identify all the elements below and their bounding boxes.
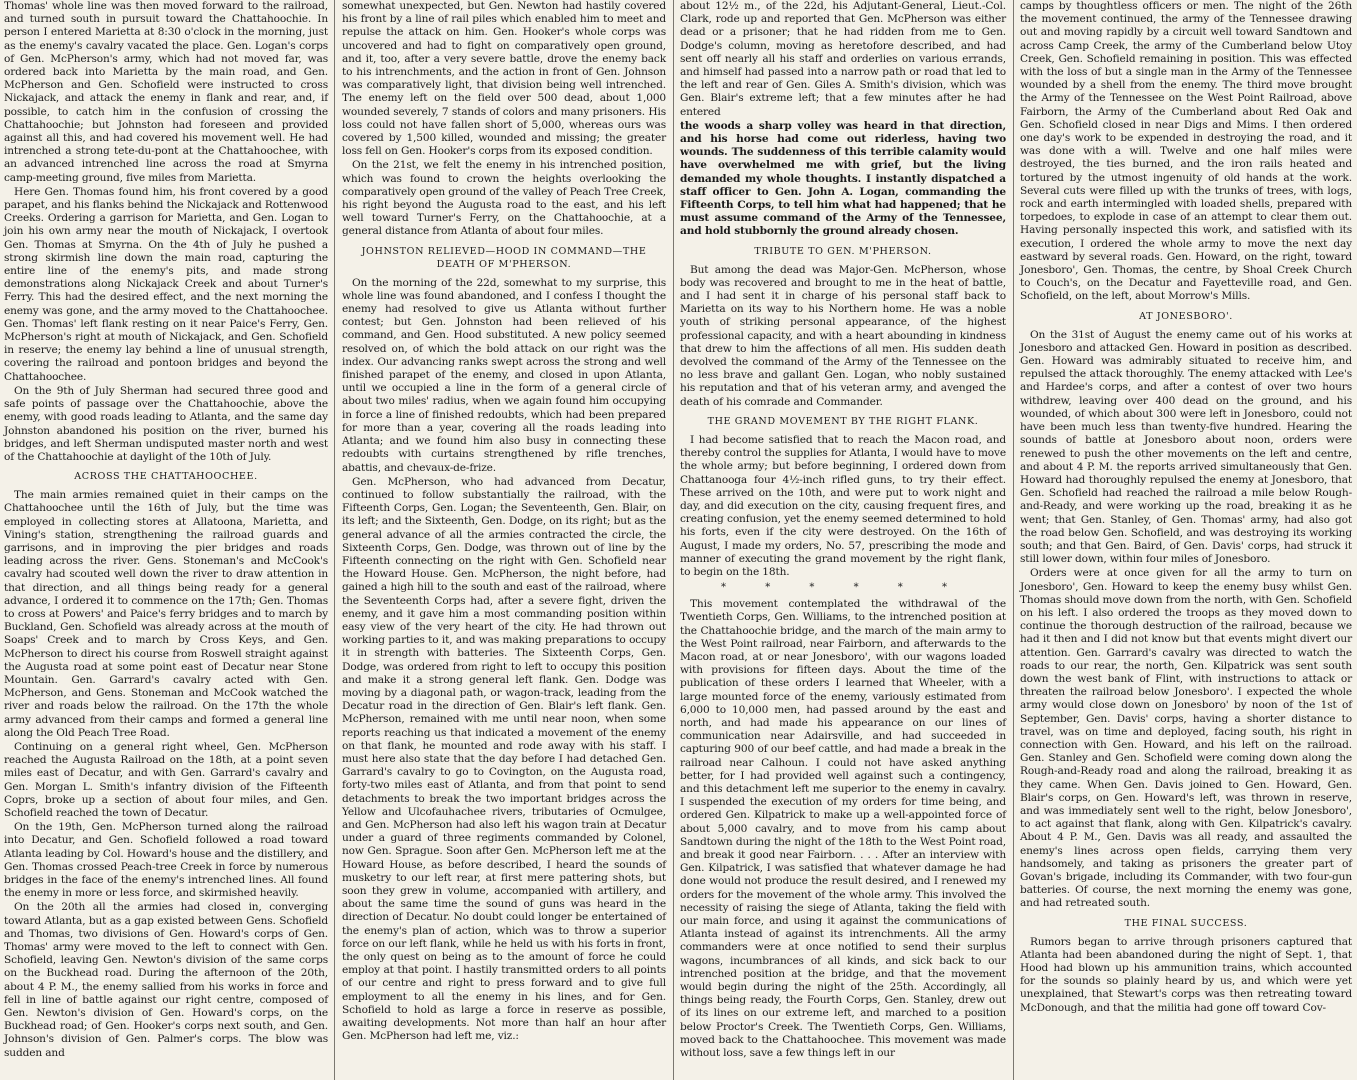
article-paragraph: But among the dead was Major-Gen. McPherson, whose body was recovered and brought to me in the heat of battle, and I had sent it in charge of his personal staff back to Marietta on its way to his Northern home. He was a noble youth of striking personal appearance, of the highest professional capacity, and with a heart abounding in kindness that drew to him the affections of all men. His sudden death devolved the command of the Army of the Tennessee on the no less brave and gallant Gen. Logan, who nobly sustained his reputation and that of his veteran army, and avenged the death of his comrade and Commander. <box>680 263 1006 408</box>
article-paragraph: about 12½ m., of the 22d, his Adjutant-General, Lieut.-Col. Clark, rode up and reported that Gen. McPherson was either dead or a prisoner; that he had ridden from me to Gen. Dodge's column, moving as heretofore described, and had sent off nearly all his staff and orderlies on various errands, and himself had passed into a narrow path or road that led to the left and rear of Gen. Giles A. Smith's division, which was Gen. Blair's extreme left; that a few minutes after he had entered <box>680 0 1006 118</box>
article-paragraph: On the 19th, Gen. McPherson turned along the railroad into Decatur, and Gen. Schofield followed a road toward Atlanta leading by Col. Howard's house and the distillery, and Gen. Thomas crossed Peach-tree Creek in force by numerous bridges in the face of the enemy's intrenched lines. All found the enemy in more or less force, and skirmished heavily. <box>4 821 328 900</box>
column-rule <box>334 0 335 1080</box>
article-paragraph: Orders were at once given for all the army to turn on Jonesboro', Gen. Howard to keep the enemy busy whilst Gen. Thomas should move down from the north, with Gen. Schofield on his left. I also ordered the troops as they moved down to continue the thorough destruction of the railroad, because we had it then and I did not know but that events might divert our attention. Gen. Garrard's cavalry was directed to watch the roads to our rear, the north, Gen. Kilpatrick was sent south down the west bank of Flint, with instructions to attack or threaten the railroad below Jonesboro'. I expected the whole army would close down on Jonesboro' by noon of the 1st of September, Gen. Davis' corps, having a shorter distance to travel, was on time and deployed, facing south, his right in connection with Gen. Howard, and his left on the railroad. Gen. Stanley and Gen. Schofield were coming down along the Rough-and-Ready road and along the railroad, breaking it as they came. When Gen. Davis joined to Gen. Howard, Gen. Blair's corps, on Gen. Howard's left, was thrown in reserve, and was immediately sent well to the right, below Jonesboro', to act against that flank, along with Gen. Kilpatrick's cavalry. About 4 P. M., Gen. Davis was all ready, and assaulted the enemy's lines across open fields, carrying them very handsomely, and taking as prisoners the greater part of Govan's brigade, including its Commander, with two four-gun batteries. Of course, the next morning the enemy was gone, and had retreated south. <box>1020 567 1352 910</box>
article-paragraph: Continuing on a general right wheel, Gen. McPherson reached the Augusta Railroad on the 18th, at a point seven miles east of Decatur, and with Gen. Garrard's cavalry and Gen. Morgan L. Smith's infantry division of the Fifteenth Coprs, broke up a section of about four miles, and Gen. Schofield reached the town of Decatur. <box>4 740 328 819</box>
section-heading: AT JONESBORO'. <box>1139 310 1233 322</box>
section-heading: TRIBUTE TO GEN. M'PHERSON. <box>754 245 932 257</box>
article-paragraph: Rumors began to arrive through prisoners captured that Atlanta had been abandoned during the night of Sept. 1, that Hood had blown up his ammunition trains, which accounted for the sounds so plainly heard by us, and which were yet unexplained, that Stewart's corps was then retreating toward McDonough, and that the militia had gone off toward Cov- <box>1020 935 1352 1014</box>
ellipsis-stars: * * * * * * <box>721 582 965 594</box>
article-paragraph: On the 20th all the armies had closed in, converging toward Atlanta, but as a gap existed between Gens. Schofield and Thomas, two divisions of Gen. Howard's corps of Gen. Thomas' army were moved to the left to connect with Gen. Schofield, leaving Gen. Newton's division of the same corps on the Buckhead road. During the afternoon of the 20th, about 4 P. M., the enemy sallied from his works in force and fell in line of battle against our right centre, composed of Gen. Newton's division of Gen. Howard's corps, on the Buckhead road; of Gen. Hooker's corps next south, and Gen. Johnson's division of Gen. Palmer's corps. The blow was sudden and <box>4 901 328 1059</box>
article-paragraph: Here Gen. Thomas found him, his front covered by a good parapet, and his flanks behind the Nickajack and Rottenwood Creeks. Ordering a garrison for Marietta, and Gen. Logan to join his own army near the mouth of Nickajack, I overtook Gen. Thomas at Smyrna. On the 4th of July he pushed a strong skirmish line down the main road, capturing the entire line of the enemy's pits, and made strong demonstrations along Nickajack Creek and about Turner's Ferry. This had the desired effect, and the next morning the enemy was gone, and the army moved to the Chattahoochee. Gen. Thomas' left flank resting on it near Paice's Ferry, Gen. McPherson's right at mouth of Nickajack, and Gen. Schofield in reserve; the enemy lay behind a line of unusual strength, covering the railroad and pontoon bridges and beyond the Chattahoochee. <box>4 185 328 383</box>
article-paragraph: This movement contemplated the withdrawal of the Twentieth Corps, Gen. Williams, to the intrenched position at the Chattahoochie bridge, and the march of the main army to the West Point railroad, near Fairborn, and afterwards to the Macon road, at or near Jonesboro', with our wagons loaded with provisions for fifteen days. About the time of the publication of these orders I learned that Wheeler, with a large mounted force of the enemy, variously estimated from 6,000 to 10,000 men, had passed around by the east and north, and had made his appearance on our lines of communication near Adairsville, and had succeeded in capturing 900 of our beef cattle, and had made a break in the railroad near Calhoun. I could not have asked anything better, for I had provided well against such a contingency, and this detachment left me superior to the enemy in cavalry. I suspended the execution of my orders for time being, and ordered Gen. Kilpatrick to make up a well-appointed force of about 5,000 cavalry, and to move from his camp about Sandtown during the night of the 18th to the West Point road, and break it good near Fairborn. . . . After an interview with Gen. Kilpatrick, I was satisfied that whatever damage he had done would not produce the result desired, and I renewed my orders for the movement of the whole army. This involved the necessity of raising the siege of Atlanta, taking the field with our main force, and using it against the communications of Atlanta instead of against its intrenchments. All the army commanders were at once notified to send their surplus wagons, incumbrances of all kinds, and sick back to our intrenched position at the bridge, and that the movement would begin during the night of the 25th. Accordingly, all things being ready, the Fourth Corps, Gen. Stanley, drew out of its lines on our extreme left, and marched to a position below Proctor's Creek. The Twentieth Corps, Gen. Williams, moved back to the Chattahoochee. This movement was made without loss, save a few things left in our <box>680 598 1006 1060</box>
section-heading: THE GRAND MOVEMENT BY THE RIGHT FLANK. <box>707 415 979 427</box>
column-3 <box>678 0 1008 1080</box>
article-paragraph: The main armies remained quiet in their camps on the Chattahoochee until the 16th of July, but the time was employed in collecting stores at Allatoona, Marietta, and Vining's station, strengthening the railroad guards and garrisons, and in improving the pier bridges and roads leading across the river. Gens. Stoneman's and McCook's cavalry had scouted well down the river to draw attention in that direction, and all things being ready for a general advance, I ordered it to commence on the 17th; Gen. Thomas to cross at Powers' and Paice's ferry bridges and to march by Buckland, Gen. Schofield was already across at the mouth of Soaps' Creek and to march by Cross Keys, and Gen. McPherson to direct his course from Roswell straight against the Augusta road at some point east of Decatur near Stone Mountain. Gen. Garrard's cavalry acted with Gen. McPherson, and Gens. Stoneman and McCook watched the river and roads below the railroad. On the 17th the whole army advanced from their camps and formed a general line along the Old Peach Tree Road. <box>4 489 328 739</box>
article-paragraph: On the 21st, we felt the enemy in his intrenched position, which was found to crown the heights overlooking the comparatively open ground of the valley of Peach Tree Creek, his right beyond the Augusta road to the east, and his left well toward Turner's Ferry, on the Chattahoochie, at a general distance from Atlanta of about four miles. <box>342 159 666 238</box>
column-4 <box>1018 0 1354 1080</box>
article-paragraph: On the 31st of August the enemy came out of his works at Jonesboro and attacked Gen. Howard in position as described. Gen. Howard was admirably situated to receive him, and repulsed the attack thoroughly. The enemy attacked with Lee's and Hardee's corps, and after a contest of over two hours withdrew, leaving over 400 dead on the ground, and his wounded, of which about 300 were left in Jonesboro, could not have been much less than twenty-five hundred. Hearing the sounds of battle at Jonesboro about noon, orders were renewed to push the other movements on the left and centre, and about 4 P. M. the reports arrived simultaneously that Gen. Howard had thoroughly repulsed the enemy at Jonesboro, that Gen. Schofield had reached the railroad a mile below Rough-and-Ready, and were working up the road, breaking it as he went; that Gen. Stanley, of Gen. Thomas' army, had also got the road below Gen. Schofield, and was destroying its working south; and that Gen. Baird, of Gen. Davis' corps, had struck it still lower down, within four miles of Jonesboro. <box>1020 328 1352 566</box>
section-heading: THE FINAL SUCCESS. <box>1124 917 1248 929</box>
article-paragraph: Gen. McPherson, who had advanced from Decatur, continued to follow substantially the railroad, with the Fifteenth Corps, Gen. Logan; the Seventeenth, Gen. Blair, on its left; and the Sixteenth, Gen. Dodge, on its right; but as the general advance of all the armies contracted the circle, the Sixteenth Corps, Gen. Dodge, was thrown out of line by the Fifteenth connecting on the right with Gen. Schofield near the Howard House. Gen. McPherson, the night before, had gained a high hill to the south and east of the railroad, where the Seventeenth Corps had, after a severe fight, driven the enemy, and it gave him a most commanding position within easy view of the very heart of the city. He had thrown out working parties to it, and was making preparations to occupy it in strength with batteries. The Sixteenth Corps, Gen. Dodge, was ordered from right to left to occupy this position and make it a strong general left flank. Gen. Dodge was moving by a diagonal path, or wagon-track, leading from the Decatur road in the direction of Gen. Blair's left flank. Gen. McPherson, remained with me until near noon, when some reports reaching us that indicated a movement of the enemy on that flank, he mounted and rode away with his staff. I must here also state that the day before I had detached Gen. Garrard's cavalry to go to Covington, on the Augusta road, forty-two miles east of Atlanta, and from that point to send detachments to break the two important bridges across the Yellow and Ulcofauhachee rivers, tributaries of Ocmulgee, and Gen. McPherson had also left his wagon train at Decatur under a guard of three regiments commanded by Colonel, now Gen. Sprague. Soon after Gen. McPherson left me at the Howard House, as before described, I heard the sounds of musketry to our left rear, at first mere pattering shots, but soon they grew in volume, accompanied with artillery, and about the same time the sound of guns was heard in the direction of Decatur. No doubt could longer be entertained of the enemy's plan of action, which was to throw a superior force on our left flank, while he held us with his forts in front, the only quest on being as to the amount of force he could employ at that point. I hastily transmitted orders to all points of our centre and right to press forward and to give full employment to all the enemy in his lines, and for Gen. Schofield to hold as large a force in reserve as possible, awaiting developments. Not more than half an hour after Gen. McPherson had left me, viz.: <box>342 475 666 1043</box>
article-paragraph: the woods a sharp volley was heard in that direction, and his horse had come out riderless, having two wounds. The suddenness of this terrible calamity would have overwhelmed me with grief, but the living demanded my whole thoughts. I instantly dispatched a staff officer to Gen. John A. Logan, commanding the Fifteenth Corps, to tell him what had happened; that he must assume command of the Army of the Tennessee, and hold stubbornly the ground already chosen. <box>680 119 1006 238</box>
column-rule <box>673 0 674 1080</box>
section-heading: JOHNSTON RELIEVED—HOOD IN COMMAND—THE DEATH OF M'PHERSON. <box>361 245 647 270</box>
article-paragraph: On the 9th of July Sherman had secured three good and safe points of passage over the Chattahoochie, above the enemy, with good roads leading to Atlanta, and the same day Johnston abandoned his position on the river, burned his bridges, and left Sherman undisputed master north and west of the Chattahoochie at daylight of the 10th of July. <box>4 384 328 463</box>
article-paragraph: camps by thoughtless officers or men. The night of the 26th the movement continued, the army of the Tennessee drawing out and moving rapidly by a circuit well toward Sandtown and across Camp Creek, the army of the Cumberland below Utoy Creek, Gen. Schofield remaining in position. This was effected with the loss of but a single man in the Army of the Tennessee wounded by a shell from the enemy. The third move brought the Army of the Tennessee on the West Point Railroad, above Fairborn, the Army of the Cumberland about Red Oak and Gen. Schofield closed in near Digs and Mims. I then ordered one day's work to be expended in destroying the road, and it was done with a will. Twelve and one half miles were destroyed, the ties burned, and the iron rails heated and tortured by the utmost ingenuity of old hands at the work. Several cuts were filled up with the trunks of trees, with logs, rock and earth intermingled with loaded shells, prepared with torpedoes, to explode in case of an attempt to clear them out. Having personally inspected this work, and satisfied with its execution, I ordered the whole army to move the next day eastward by several roads. Gen. Howard, on the right, toward Jonesboro', Gen. Thomas, the centre, by Shoal Creek Church to Couch's, on the Decatur and Fayetteville road, and Gen. Schofield, on the left, about Morrow's Mills. <box>1020 0 1352 303</box>
article-paragraph: On the morning of the 22d, somewhat to my surprise, this whole line was found abandoned, and I confess I thought the enemy had resolved to give us Atlanta without further contest; but Gen. Johnston had been relieved of his command, and Gen. Hood substituted. A new policy seemed resolved on, of which the bold attack on our right was the index. Our advancing ranks swept across the strong and well finished parapet of the enemy, and closed in upon Atlanta, until we occupied a line in the form of a general circle of about two miles' radius, when we again found him occupying in force a line of finished redoubts, which had been prepared for more than a year, covering all the roads leading into Atlanta; and we found him also busy in connecting these redoubts with curtains strengthened by rifle trenches, abattis, and chevaux-de-frize. <box>342 276 666 474</box>
section-heading: ACROSS THE CHATTAHOOCHEE. <box>74 471 258 483</box>
article-paragraph: Thomas' whole line was then moved forward to the railroad, and turned south in pursuit toward the Chattahoochie. In person I entered Marietta at 8:30 o'clock in the morning, just as the enemy's cavalry vacated the place. Gen. Logan's corps of Gen. McPherson's army, which had not moved far, was ordered back into Marietta by the main road, and Gen. McPherson and Gen. Schofield were instructed to cross Nickajack, and attack the enemy in flank and rear, and, if possible, to catch him in the confusion of crossing the Chattahoochie; but Johnston had foreseen and provided against all this, and had covered his movement well. He had intrenched a strong tete-du-pont at the Chattahoochee, with an advanced intrenched line across the road at Smyrna camp-meeting ground, five miles from Marietta. <box>4 0 328 184</box>
article-paragraph: somewhat unexpected, but Gen. Newton had hastily covered his front by a line of rail piles which enabled him to meet and repulse the attack on him. Gen. Hooker's whole corps was uncovered and had to fight on comparatively open ground, and it, too, after a very severe battle, drove the enemy back to his intrenchments, and the action in front of Gen. Johnson was comparatively light, that division being well intrenched. The enemy left on the field over 500 dead, about 1,000 wounded severely, 7 stands of colors and many prisoners. His loss could not have fallen short of 5,000, whereas ours was covered by 1,500 killed, wounded and missing; the greater loss fell on Gen. Hooker's corps from its exposed condition. <box>342 0 666 158</box>
column-rule <box>1013 0 1014 1080</box>
article-paragraph: I had become satisfied that to reach the Macon road, and thereby control the supplies for Atlanta, I would have to move the whole army; but before beginning, I ordered down from Chattanooga four 4½-inch rifled guns, to try their effect. These arrived on the 10th, and were put to work night and day, and did execution on the city, causing frequent fires, and creating confusion, yet the enemy seemed determined to hold his forts, even if the city were destroyed. On the 16th of August, I made my orders, No. 57, prescribing the mode and manner of executing the grand movement by the right flank, to begin on the 18th. <box>680 433 1006 578</box>
column-1 <box>2 0 330 1080</box>
column-2 <box>340 0 668 1080</box>
